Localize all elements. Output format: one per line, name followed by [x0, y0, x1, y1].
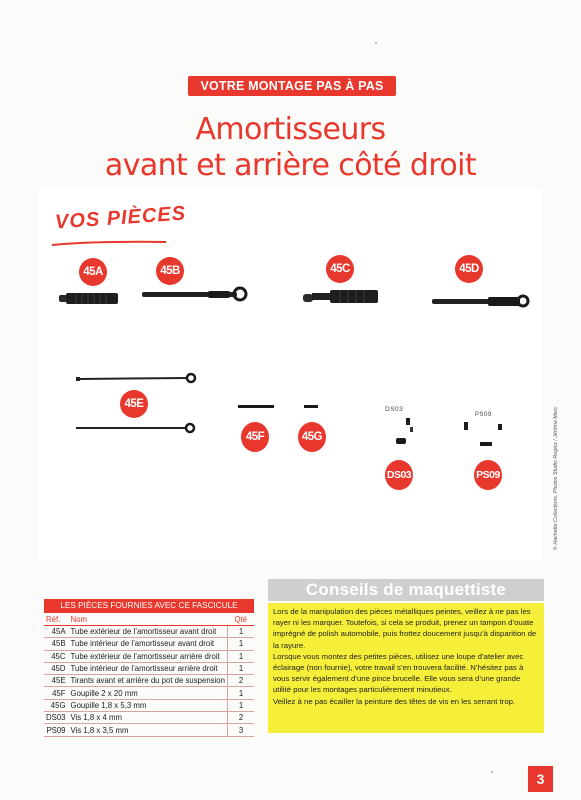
row-qty: 1	[228, 662, 255, 674]
row-ref: 45C	[44, 650, 69, 662]
row-name: Goupille 1,8 x 5,3 mm	[69, 699, 228, 711]
row-ref: 45B	[44, 638, 69, 650]
row-qty: 1	[228, 699, 255, 711]
ds03-screws	[382, 412, 422, 448]
ds03-bag-label: DS03	[385, 406, 404, 413]
badge-45d: 45D	[455, 255, 483, 283]
row-qty: 2	[228, 712, 255, 724]
row-qty: 3	[228, 724, 255, 736]
row-qty: 1	[228, 638, 255, 650]
badge-45f: 45F	[241, 422, 269, 452]
scan-speck	[491, 771, 493, 773]
row-ref: 45F	[44, 687, 69, 699]
parts-table-heading: LES PIÈCES FOURNIES AVEC CE FASCICULE	[44, 599, 254, 613]
row-ref: DS03	[44, 712, 69, 724]
badge-ps09: PS09	[474, 460, 502, 490]
table-row	[44, 699, 254, 711]
badge-45g: 45G	[298, 422, 326, 452]
row-name: Tube intérieur de l’amortisseur avant droit	[69, 638, 228, 650]
heading-underline	[50, 240, 168, 247]
tips-paragraph-3: Veillez à ne pas écailler la peinture des têtes de vis en les serrant trop.	[273, 696, 516, 706]
part-45c-drawing	[302, 288, 380, 306]
tips-paragraph-2: Lorsque vous montez des petites pièces, utilisez une loupe d’atelier avec éclairage (non fournie), votre travail s’en trouvera facilité. N’hésitez pas à vous servir également d’une pince brucelle. Elle vous sera d’une grande utilité pour les montages particulièrement minutieux.	[273, 651, 524, 695]
pieces-heading: VOS PIÈCES	[54, 202, 187, 234]
row-ref: 45E	[44, 675, 69, 687]
page-title-line-1: Amortisseurs	[195, 112, 386, 147]
row-qty: 1	[228, 687, 255, 699]
table-row	[44, 724, 254, 736]
row-name: Tube extérieur de l’amortisseur avant droit	[69, 626, 228, 638]
badge-45e: 45E	[120, 390, 148, 418]
row-qty: 1	[228, 626, 255, 638]
badge-45c: 45C	[326, 255, 354, 283]
row-name: Vis 1,8 x 4 mm	[69, 712, 228, 724]
row-ref: 45A	[44, 626, 69, 638]
tips-title: Conseils de maquettiste	[268, 579, 544, 601]
page-title-line-2: avant et arrière côté droit	[104, 148, 477, 183]
row-name: Tube extérieur de l’amortisseur arrière droit	[69, 650, 228, 662]
badge-ds03: DS03	[385, 460, 413, 490]
ps09-bag-label: PS09	[475, 412, 492, 418]
row-ref: PS09	[44, 724, 69, 736]
badge-45a: 45A	[79, 258, 107, 286]
row-name: Tirants avant et arrière du pot de suspension	[69, 675, 228, 687]
part-45a-drawing	[58, 290, 120, 306]
row-qty: 1	[228, 650, 255, 662]
part-45e-rod-2	[74, 421, 198, 435]
table-row	[44, 687, 254, 699]
table-row	[44, 650, 254, 662]
ps09-screws	[460, 418, 510, 452]
parts-table	[44, 599, 254, 737]
badge-45b: 45B	[156, 257, 184, 285]
table-row	[44, 675, 254, 687]
section-banner: VOTRE MONTAGE PAS À PAS	[188, 76, 396, 96]
table-row	[44, 712, 254, 724]
part-45d-drawing	[430, 292, 530, 310]
row-ref: 45D	[44, 662, 69, 674]
row-name: Vis 1,8 x 3,5 mm	[69, 724, 228, 736]
row-ref: 45G	[44, 699, 69, 711]
parts-table-header-row	[44, 613, 254, 626]
col-name-header: Nom	[69, 613, 228, 626]
parts-table-grid	[44, 613, 254, 737]
col-qty-header: Qté	[228, 613, 255, 626]
row-name: Tube intérieur de l’amortisseur arrière droit	[69, 662, 228, 674]
scan-speck	[375, 42, 377, 44]
table-row	[44, 626, 254, 638]
table-row	[44, 662, 254, 674]
tips-paragraph-1: Lors de la manipulation des pièces métalliques peintes, veillez à ne pas les rayer ni les marquer. Toutefois, si cela se produit, prenez un tampon d’ouate imprégné de polish automobile, puis frottez doucement jusqu’à disparition de la rayure.	[273, 607, 537, 650]
row-name: Goupille 2 x 20 mm	[69, 687, 228, 699]
page-number: 3	[528, 766, 553, 792]
photo-credit: © Hachette Collections. Photos Studio Reglez / Jérôme Marc	[553, 406, 559, 550]
part-45e-rod-1	[76, 372, 198, 386]
part-45g-pin	[304, 404, 318, 410]
table-row	[44, 638, 254, 650]
col-ref-header: Réf.	[44, 613, 69, 626]
tips-box	[268, 603, 544, 733]
row-qty: 2	[228, 675, 255, 687]
part-45b-drawing	[140, 285, 248, 303]
part-45f-pin	[238, 404, 274, 410]
